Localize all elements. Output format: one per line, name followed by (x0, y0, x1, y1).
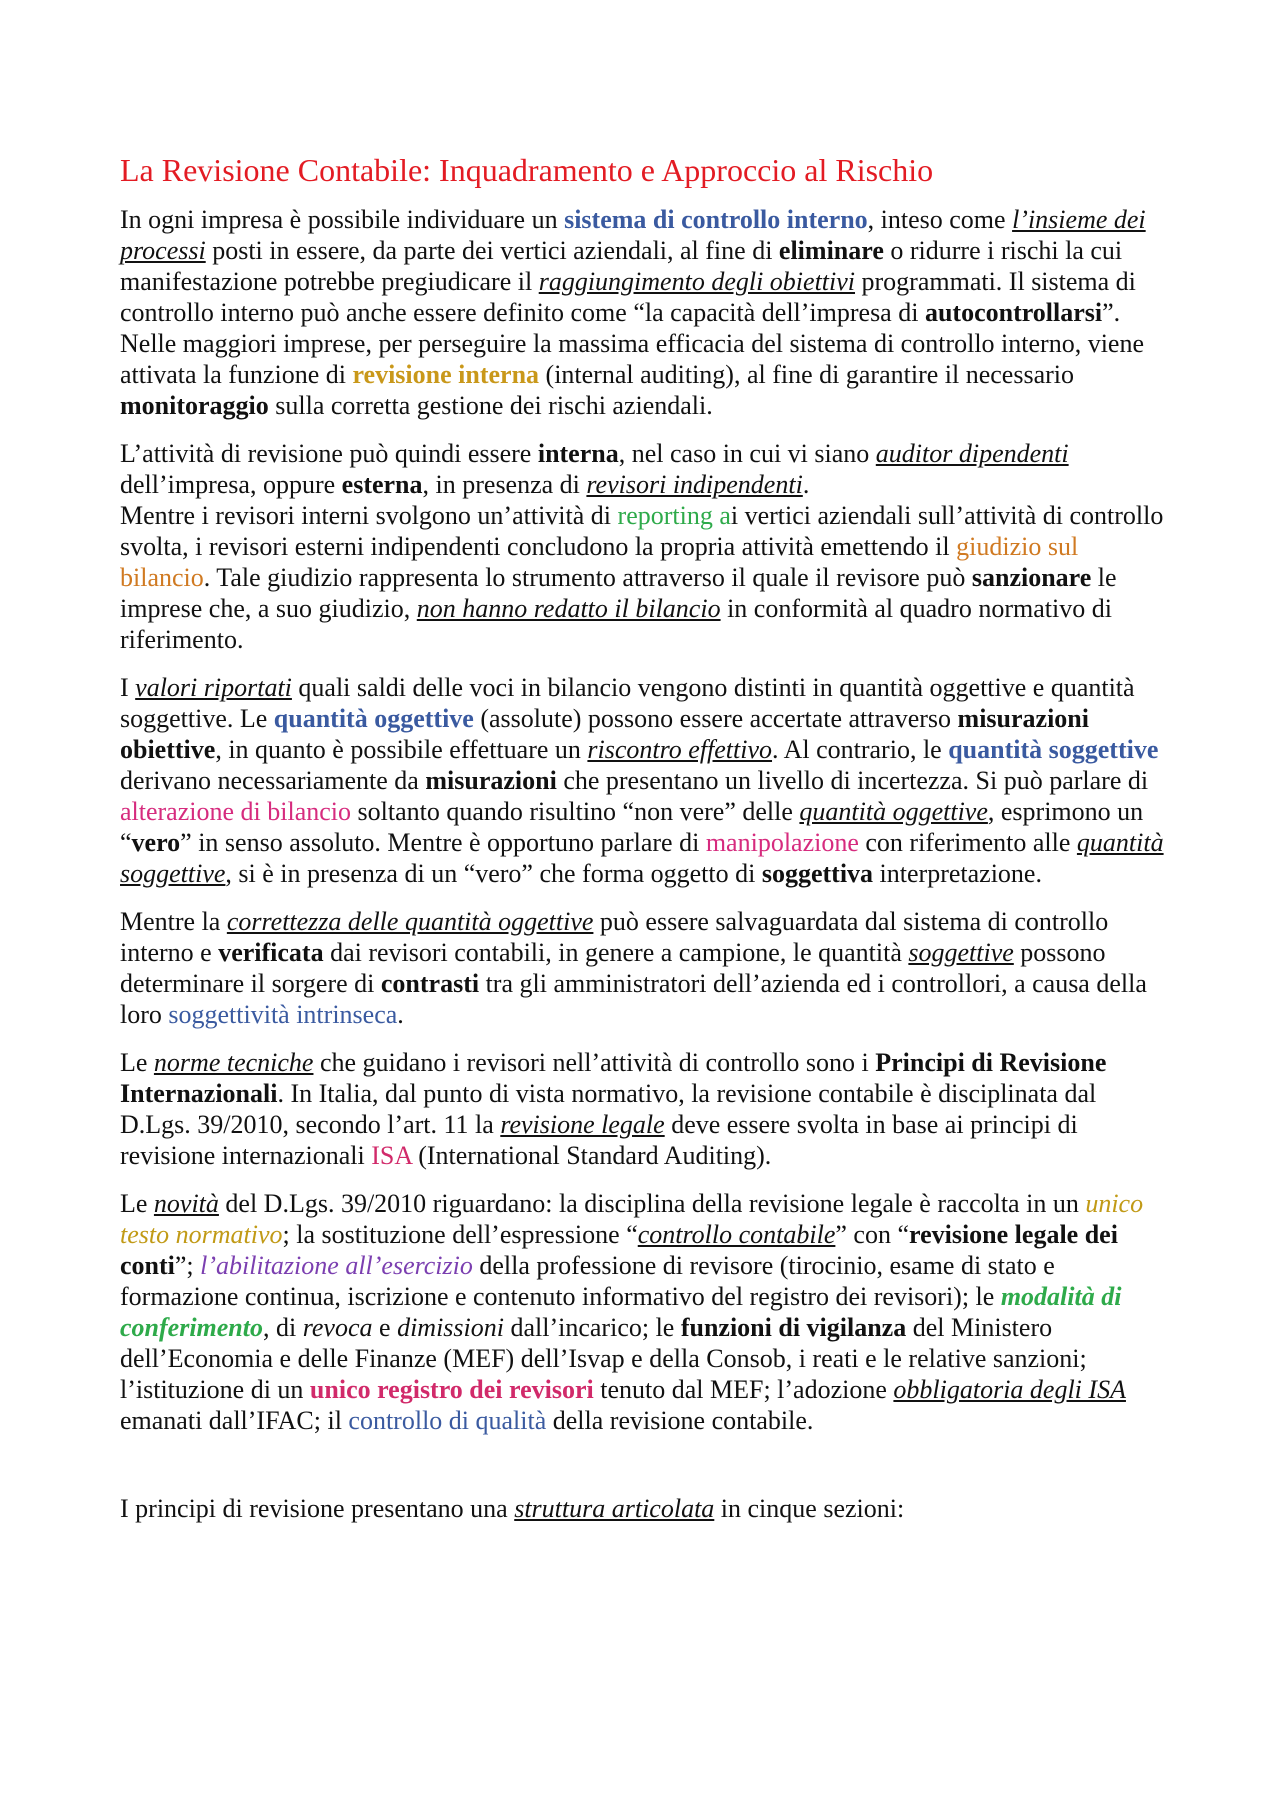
keyword: verificata (218, 938, 324, 967)
keyword: correttezza delle quantità oggettive (226, 907, 594, 936)
text: programmati. Il sistema di controllo interno può anche essere definito come “la capacità dell’impresa di (120, 267, 1136, 327)
keyword: quantità oggettive (273, 704, 474, 733)
text: I (120, 673, 136, 702)
text: quali saldi delle voci in bilancio vengono distinti in quantità oggettive e quantità soggettive. Le (120, 673, 1135, 733)
text: dall’incarico; le (503, 1313, 681, 1342)
text: Le (120, 1048, 154, 1077)
text: sulla corretta gestione dei rischi aziendali. (268, 391, 713, 420)
keyword: dimissioni (397, 1313, 504, 1342)
text: (internal auditing), al fine di garantire il necessario (539, 360, 1074, 389)
keyword: riscontro effettivo (587, 735, 773, 764)
text: tenuto dal MEF; l’adozione (593, 1375, 894, 1404)
keyword: reporting a (617, 501, 731, 530)
keyword: contrasti (380, 969, 480, 998)
text: ; la sostituzione dell’espressione “ (282, 1220, 638, 1249)
keyword: monitoraggio (120, 391, 269, 420)
text: dai revisori contabili, in genere a campione, le quantità (323, 938, 909, 967)
keyword: alterazione di bilancio (120, 797, 352, 826)
text: in cinque sezioni: (714, 1494, 905, 1523)
paragraph-attivita-revisione (120, 438, 1170, 655)
keyword: modalità di conferimento (120, 1282, 1122, 1342)
text: . Tale giudizio rappresenta lo strumento attraverso il quale il revisore può (203, 563, 972, 592)
keyword: interna (537, 439, 619, 468)
keyword: funzioni di vigilanza (680, 1313, 907, 1342)
keyword: quantità soggettive (948, 735, 1159, 764)
keyword: ISA (371, 1141, 412, 1170)
keyword: soggettività intrinseca (168, 1000, 398, 1029)
keyword: manipolazione (705, 828, 859, 857)
text: , nel caso in cui vi siano (618, 439, 876, 468)
paragraph-quantita (120, 672, 1170, 889)
text: dell’impresa, oppure (120, 470, 342, 499)
keyword: revisione legale dei conti (120, 1220, 1118, 1280)
text: Mentre i revisori interni svolgono un’attività di (120, 501, 618, 530)
keyword: unico testo normativo (120, 1189, 1144, 1249)
text: deve essere svolta in base ai principi di revisione internazionali (120, 1110, 1078, 1170)
keyword: valori riportati (135, 673, 292, 702)
keyword: l’insieme dei processi (120, 205, 1146, 265)
keyword: norme tecniche (153, 1048, 314, 1077)
keyword: novità (153, 1189, 219, 1218)
keyword: struttura articolata (514, 1494, 715, 1523)
keyword: revisione interna (352, 360, 540, 389)
text: Mentre la (120, 907, 227, 936)
keyword: soggettiva (761, 859, 874, 888)
keyword: Principi di Revisione Internazionali (120, 1048, 1107, 1108)
text: in conformità al quadro normativo di riferimento. (120, 594, 1112, 654)
text: ” in senso assoluto. Mentre è opportuno parlare di (180, 828, 706, 857)
text: posti in essere, da parte dei vertici aziendali, al fine di (205, 236, 779, 265)
text: In ogni impresa è possibile individuare un (120, 205, 565, 234)
keyword: obbligatoria degli ISA (893, 1375, 1126, 1404)
text: I principi di revisione presentano una (120, 1494, 515, 1523)
text: emanati dall’IFAC; il (120, 1406, 349, 1435)
text: . (802, 470, 810, 499)
keyword: misurazioni obiettive (120, 704, 1089, 764)
keyword: sistema di controllo interno (564, 205, 868, 234)
keyword: soggettive (908, 938, 1014, 967)
text: che presentano un livello di incertezza. Si può parlare di (556, 766, 1149, 795)
text: può essere salvaguardata dal sistema di controllo interno e (120, 907, 1109, 967)
text: , inteso come (867, 205, 1013, 234)
text: della revisione contabile. (546, 1406, 814, 1435)
text: , di (263, 1313, 303, 1342)
text: e (372, 1313, 398, 1342)
paragraph-controllo-interno (120, 204, 1170, 421)
text: , in presenza di (422, 470, 587, 499)
paragraph-correttezza (120, 906, 1170, 1030)
page-title: La Revisione Contabile: Inquadramento e Approccio al Rischio (120, 152, 934, 188)
keyword: l’abilitazione all’esercizio (200, 1251, 473, 1280)
text: (assolute) possono essere accertate attraverso (473, 704, 958, 733)
keyword: esterna (341, 470, 423, 499)
text: che guidano i revisori nell’attività di controllo sono i (313, 1048, 876, 1077)
text: . (397, 1000, 404, 1029)
text: i vertici aziendali sull’attività di controllo svolta, i revisori esterni indipendenti concludono la propria attività emettendo il (120, 501, 1164, 561)
text: del Ministero dell’Economia e delle Finanze (MEF) dell’Isvap e della Consob, i reati e le relative sanzioni; l’istituzione di un (120, 1313, 1087, 1404)
keyword: controllo di qualità (348, 1406, 547, 1435)
text: ” con “ (835, 1220, 909, 1249)
text: derivano necessariamente da (120, 766, 426, 795)
text: tra gli amministratori dell’azienda ed i controllori, a causa della loro (120, 969, 1147, 1029)
keyword: eliminare (778, 236, 884, 265)
keyword: revoca (302, 1313, 373, 1342)
text: L’attività di revisione può quindi essere (120, 439, 538, 468)
keyword: quantità soggettive (120, 828, 1164, 888)
keyword: non hanno redatto il bilancio (416, 594, 721, 623)
text: , esprimono un “ (120, 797, 1144, 857)
paragraph-norme-tecniche (120, 1047, 1170, 1171)
text: . Al contrario, le (772, 735, 949, 764)
text: con riferimento alle (858, 828, 1077, 857)
text: le imprese che, a suo giudizio, (120, 563, 1117, 623)
text: ”. Nelle maggiori imprese, per perseguire la massima efficacia del sistema di controllo interno, viene attivata la funzione di (120, 298, 1144, 389)
text: o ridurre i rischi la cui manifestazione potrebbe pregiudicare il (120, 236, 1123, 296)
text: possono determinare il sorgere di (120, 938, 1106, 998)
spacer (120, 1453, 1170, 1493)
keyword: unico registro dei revisori (309, 1375, 594, 1404)
keyword: quantità oggettive (799, 797, 988, 826)
keyword: autocontrollarsi (924, 298, 1103, 327)
keyword: auditor dipendenti (875, 439, 1069, 468)
paragraph-struttura (120, 1493, 1170, 1524)
text: , si è in presenza di un “vero” che forma oggetto di (225, 859, 762, 888)
document-page (120, 150, 1170, 1541)
paragraph-novita (120, 1188, 1170, 1436)
text: . In Italia, dal punto di vista normativo, la revisione contabile è disciplinata dal D.Lgs. 39/2010, secondo l’art. 11 la (120, 1079, 1097, 1139)
text: , in quanto è possibile effettuare un (215, 735, 588, 764)
keyword: misurazioni (425, 766, 557, 795)
text: interpretazione. (873, 859, 1042, 888)
text: del D.Lgs. 39/2010 riguardano: la disciplina della revisione legale è raccolta in un (218, 1189, 1086, 1218)
text: della professione di revisore (tirocinio, esame di stato e formazione continua, iscrizione e contenuto informativo del registro dei revisori); le (120, 1251, 1055, 1311)
keyword: giudizio sul bilancio (120, 532, 1079, 592)
text: ”; (174, 1251, 201, 1280)
text: Le (120, 1189, 154, 1218)
keyword: revisione legale (500, 1110, 665, 1139)
text: (International Standard Auditing). (411, 1141, 772, 1170)
keyword: revisori indipendenti (586, 470, 803, 499)
keyword: vero (131, 828, 181, 857)
keyword: raggiungimento degli obiettivi (538, 267, 856, 296)
keyword: sanzionare (971, 563, 1092, 592)
text: soltanto quando risultino “non vere” delle (351, 797, 800, 826)
keyword: controllo contabile (637, 1220, 836, 1249)
